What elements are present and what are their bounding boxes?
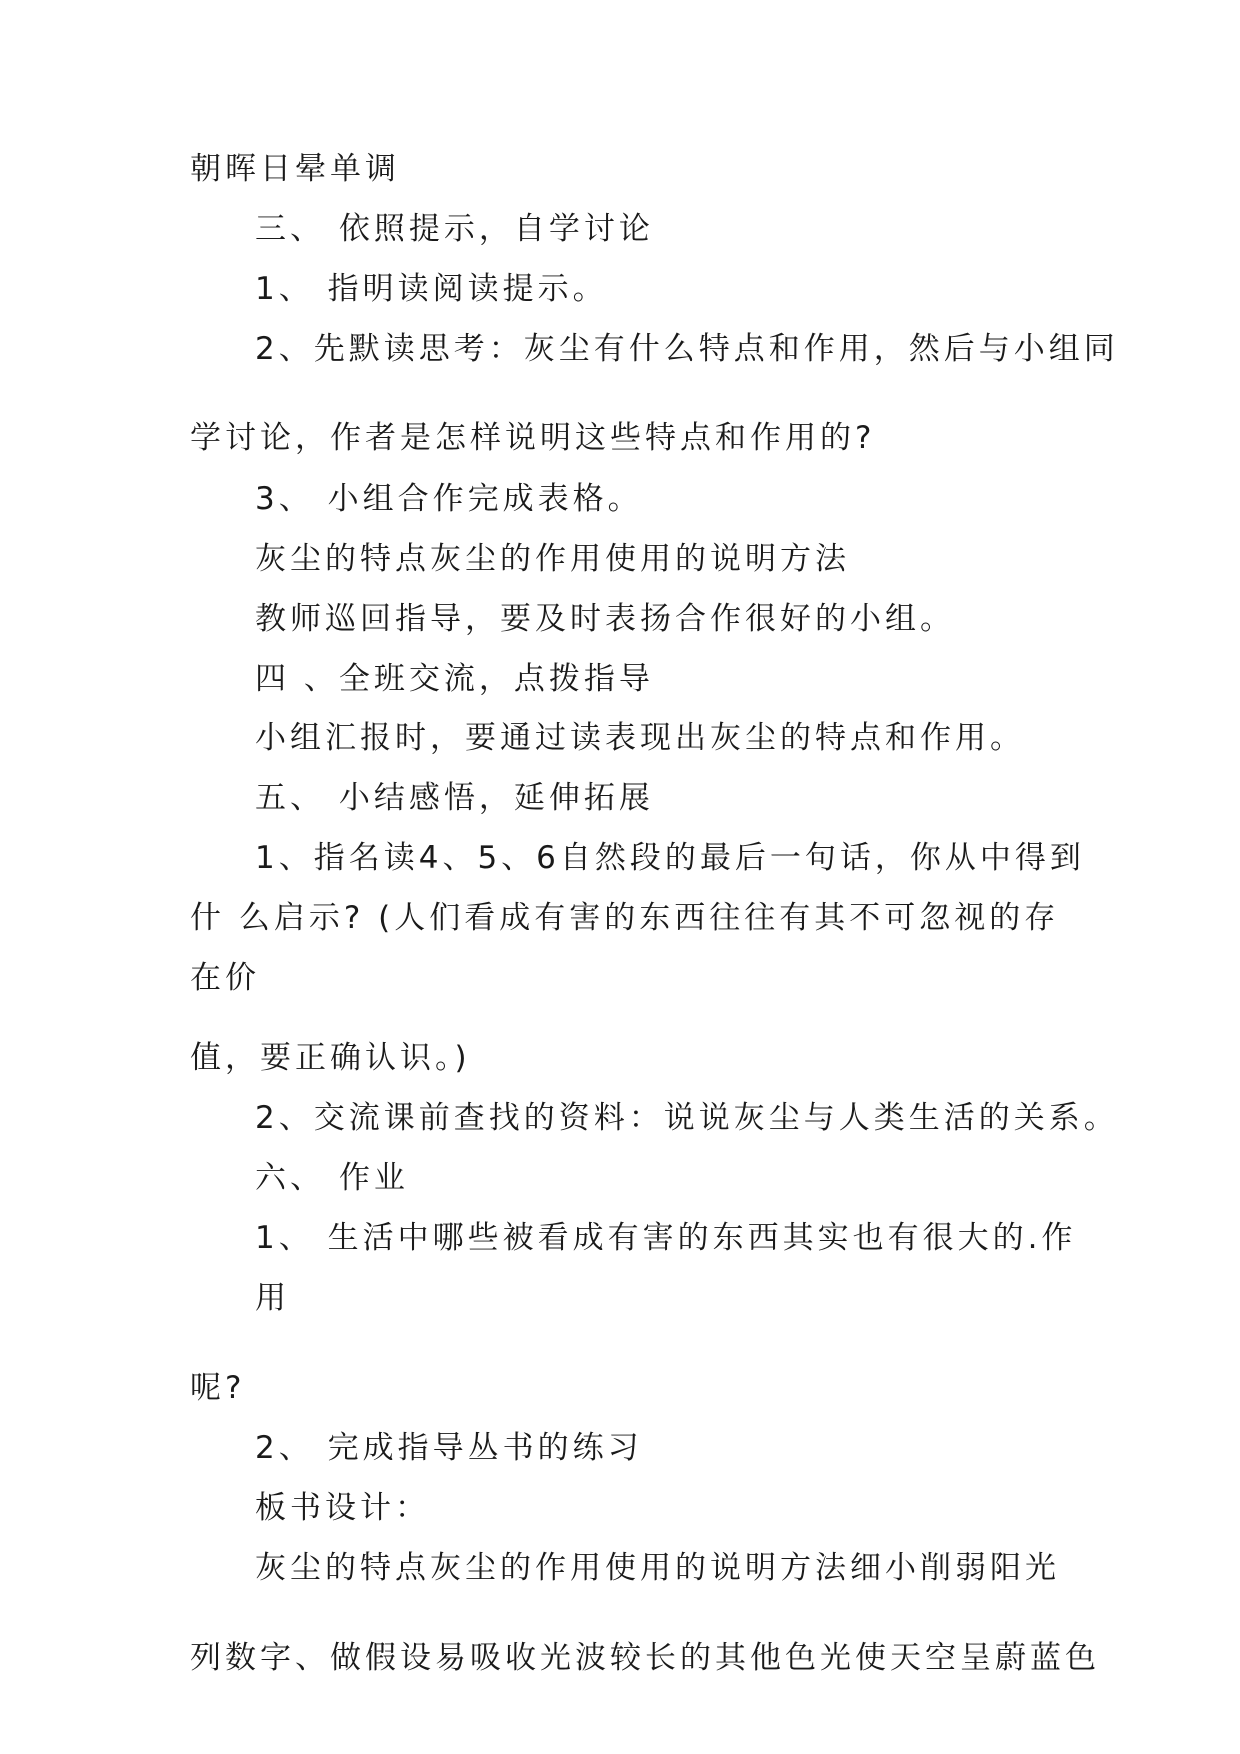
text-line-18: 1、 生活中哪些被看成有害的东西其实也有很大的.作: [255, 1220, 1077, 1256]
text-line-3: 1、 指明读阅读提示。: [255, 271, 608, 307]
text-line-10: 小组汇报时，要通过读表现出灰尘的特点和作用。: [255, 720, 1025, 756]
text-line-21: 2、 完成指导丛书的练习: [255, 1430, 643, 1466]
text-line-8: 教师巡回指导，要及时表扬合作很好的小组。: [255, 601, 955, 637]
text-line-16: 2、交流课前查找的资料：说说灰尘与人类生活的关系。: [255, 1100, 1119, 1136]
text-line-20: 呢?: [190, 1370, 246, 1406]
text-line-7: 灰尘的特点灰尘的作用使用的说明方法: [255, 541, 850, 577]
text-line-19: 用: [255, 1280, 290, 1316]
text-line-4: 2、先默读思考：灰尘有什么特点和作用，然后与小组同: [255, 331, 1119, 367]
section-heading-4: 四 、全班交流，点拨指导: [255, 661, 654, 697]
text-line-12: 1、指名读4、5、6自然段的最后一句话，你从中得到: [255, 840, 1085, 876]
text-line-14: 在价: [190, 960, 260, 996]
text-line-15: 值，要正确认识。): [190, 1040, 471, 1076]
section-heading-5: 五、 小结感悟，延伸拓展: [255, 780, 654, 816]
text-line-23: 灰尘的特点灰尘的作用使用的说明方法细小削弱阳光: [255, 1550, 1060, 1586]
text-line-24: 列数字、做假设易吸收光波较长的其他色光使天空呈蔚蓝色: [190, 1640, 1100, 1676]
text-line-1: 朝晖日晕单调: [190, 151, 400, 187]
text-line-22: 板书设计：: [255, 1490, 430, 1526]
text-line-5: 学讨论，作者是怎样说明这些特点和作用的?: [190, 420, 876, 456]
section-heading-3: 三、 依照提示，自学讨论: [255, 211, 654, 247]
section-heading-6: 六、 作业: [255, 1160, 409, 1196]
text-line-13: 什 么启示? (人们看成有害的东西往往有其不可忽视的存: [190, 900, 1060, 936]
text-line-6: 3、 小组合作完成表格。: [255, 481, 643, 517]
